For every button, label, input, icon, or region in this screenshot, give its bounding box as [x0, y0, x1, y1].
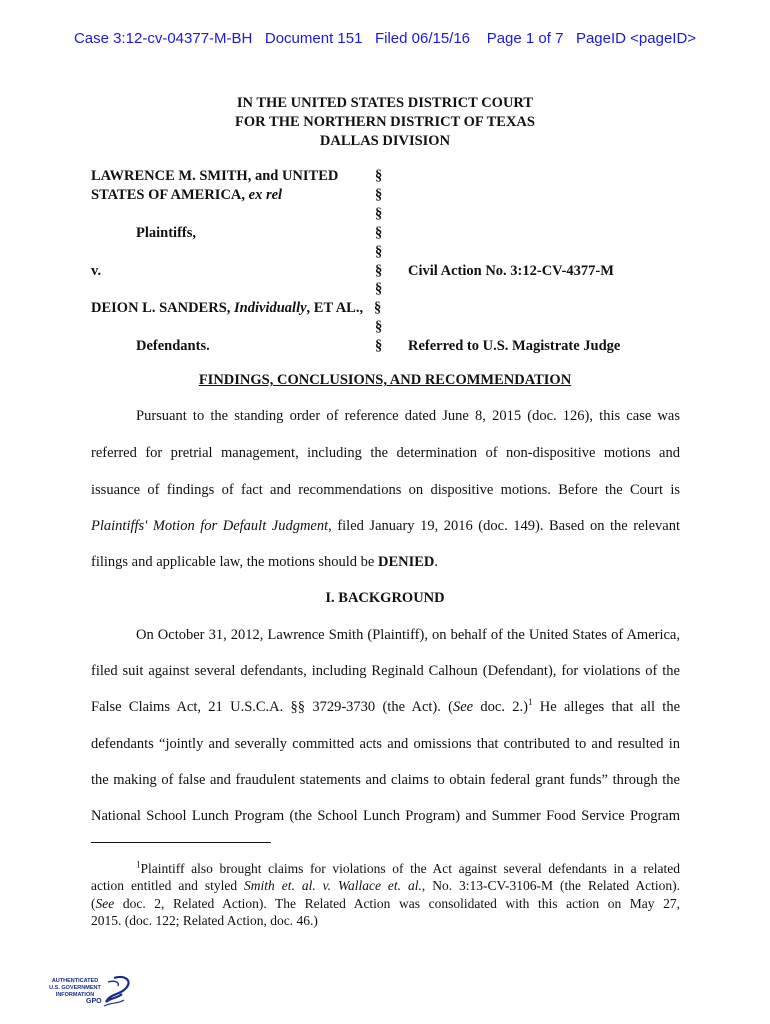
- section-heading-background: I. BACKGROUND: [325, 590, 445, 606]
- section-symbol: §: [375, 187, 383, 203]
- paragraph-line: On October 31, 2012, Lawrence Smith (Plaintiff), on behalf of the United States of America,: [136, 627, 680, 643]
- page-id: PageID <pageID>: [575, 30, 697, 47]
- plaintiff-name-line-1: LAWRENCE M. SMITH, and UNITED: [91, 168, 339, 184]
- paragraph-line: False Claims Act, 21 U.S.C.A. §§ 3729-3730 (the Act). (See doc. 2.)$^1$ He alleges that all the: [91, 697, 681, 715]
- footnote-line: (See doc. 2, Related Action). The Related Action was consolidated with this action on May 27,: [91, 896, 680, 911]
- gpo-authentication-text: AUTHENTICATED U.S. GOVERNMENT INFORMATION: [49, 978, 101, 998]
- filed-date: Filed 06/15/16: [374, 30, 471, 47]
- footnote-divider: [91, 842, 271, 843]
- case-number: Case 3:12-cv-04377-M-BH: [73, 30, 253, 47]
- document-header: [0, 30, 770, 47]
- referral-note: Referred to U.S. Magistrate Judge: [408, 338, 621, 354]
- gpo-label: GPO: [86, 998, 102, 1005]
- defendant-name: DEION L. SANDERS, Individually, ET AL.,: [91, 300, 364, 316]
- document-number: Document 151: [264, 30, 363, 47]
- section-symbol: §: [375, 168, 383, 184]
- footnote-line: action entitled and styled Smith et. al. v. Wallace et. al., No. 3:13-CV-3106-M (the Related Action).: [91, 878, 680, 893]
- section-symbol: §: [375, 225, 383, 241]
- versus: v.: [91, 263, 102, 279]
- section-symbol: §: [375, 338, 383, 354]
- section-symbol: §: [374, 300, 382, 316]
- paragraph-line: filed suit against several defendants, including Reginald Calhoun (Defendant), for violations of the: [91, 663, 680, 679]
- footnote-line: 2015. (doc. 122; Related Action, doc. 46.): [91, 913, 318, 928]
- court-line-2: FOR THE NORTHERN DISTRICT OF TEXAS: [235, 114, 535, 130]
- paragraph-line: Pursuant to the standing order of reference dated June 8, 2015 (doc. 126), this case was: [136, 408, 680, 424]
- paragraph-line: filings and applicable law, the motions should be DENIED.: [91, 554, 439, 570]
- footnote-line: $^1$Plaintiff also brought claims for violations of the Act against several defendants in a related: [136, 859, 680, 876]
- paragraph-line: issuance of findings of fact and recommendations on dispositive motions. Before the Court is: [91, 482, 680, 498]
- paragraph-line: defendants “jointly and severally committed acts and omissions that contributed to and resulted in: [91, 736, 680, 752]
- paragraph-line: referred for pretrial management, including the determination of non-dispositive motions and: [91, 445, 680, 461]
- court-line-3: DALLAS DIVISION: [319, 133, 451, 149]
- plaintiff-name-line-2: STATES OF AMERICA, ex rel: [91, 187, 283, 203]
- section-symbol: §: [375, 263, 383, 279]
- civil-action-number: Civil Action No. 3:12-CV-4377-M: [408, 263, 614, 279]
- footnote-reference: 1: [527, 697, 533, 708]
- plaintiffs-label: Plaintiffs,: [136, 225, 197, 241]
- paragraph-line: National School Lunch Program (the School Lunch Program) and Summer Food Service Program: [91, 808, 680, 824]
- paragraph-line: Plaintiffs' Motion for Default Judgment, filed January 19, 2016 (doc. 149). Based on the relevant: [91, 518, 680, 534]
- paragraph-line: the making of false and fraudulent statements and claims to obtain federal grant funds” through the: [91, 772, 680, 788]
- defendants-label: Defendants.: [136, 338, 210, 354]
- section-symbol: §: [375, 281, 383, 297]
- document-title: FINDINGS, CONCLUSIONS, AND RECOMMENDATION: [198, 372, 572, 388]
- page-number: Page 1 of 7: [486, 30, 564, 47]
- court-line-1: IN THE UNITED STATES DISTRICT COURT: [236, 95, 534, 111]
- section-symbol: §: [375, 206, 383, 222]
- section-symbol: §: [375, 244, 383, 260]
- court-heading: [0, 94, 770, 151]
- section-symbol: §: [375, 319, 383, 335]
